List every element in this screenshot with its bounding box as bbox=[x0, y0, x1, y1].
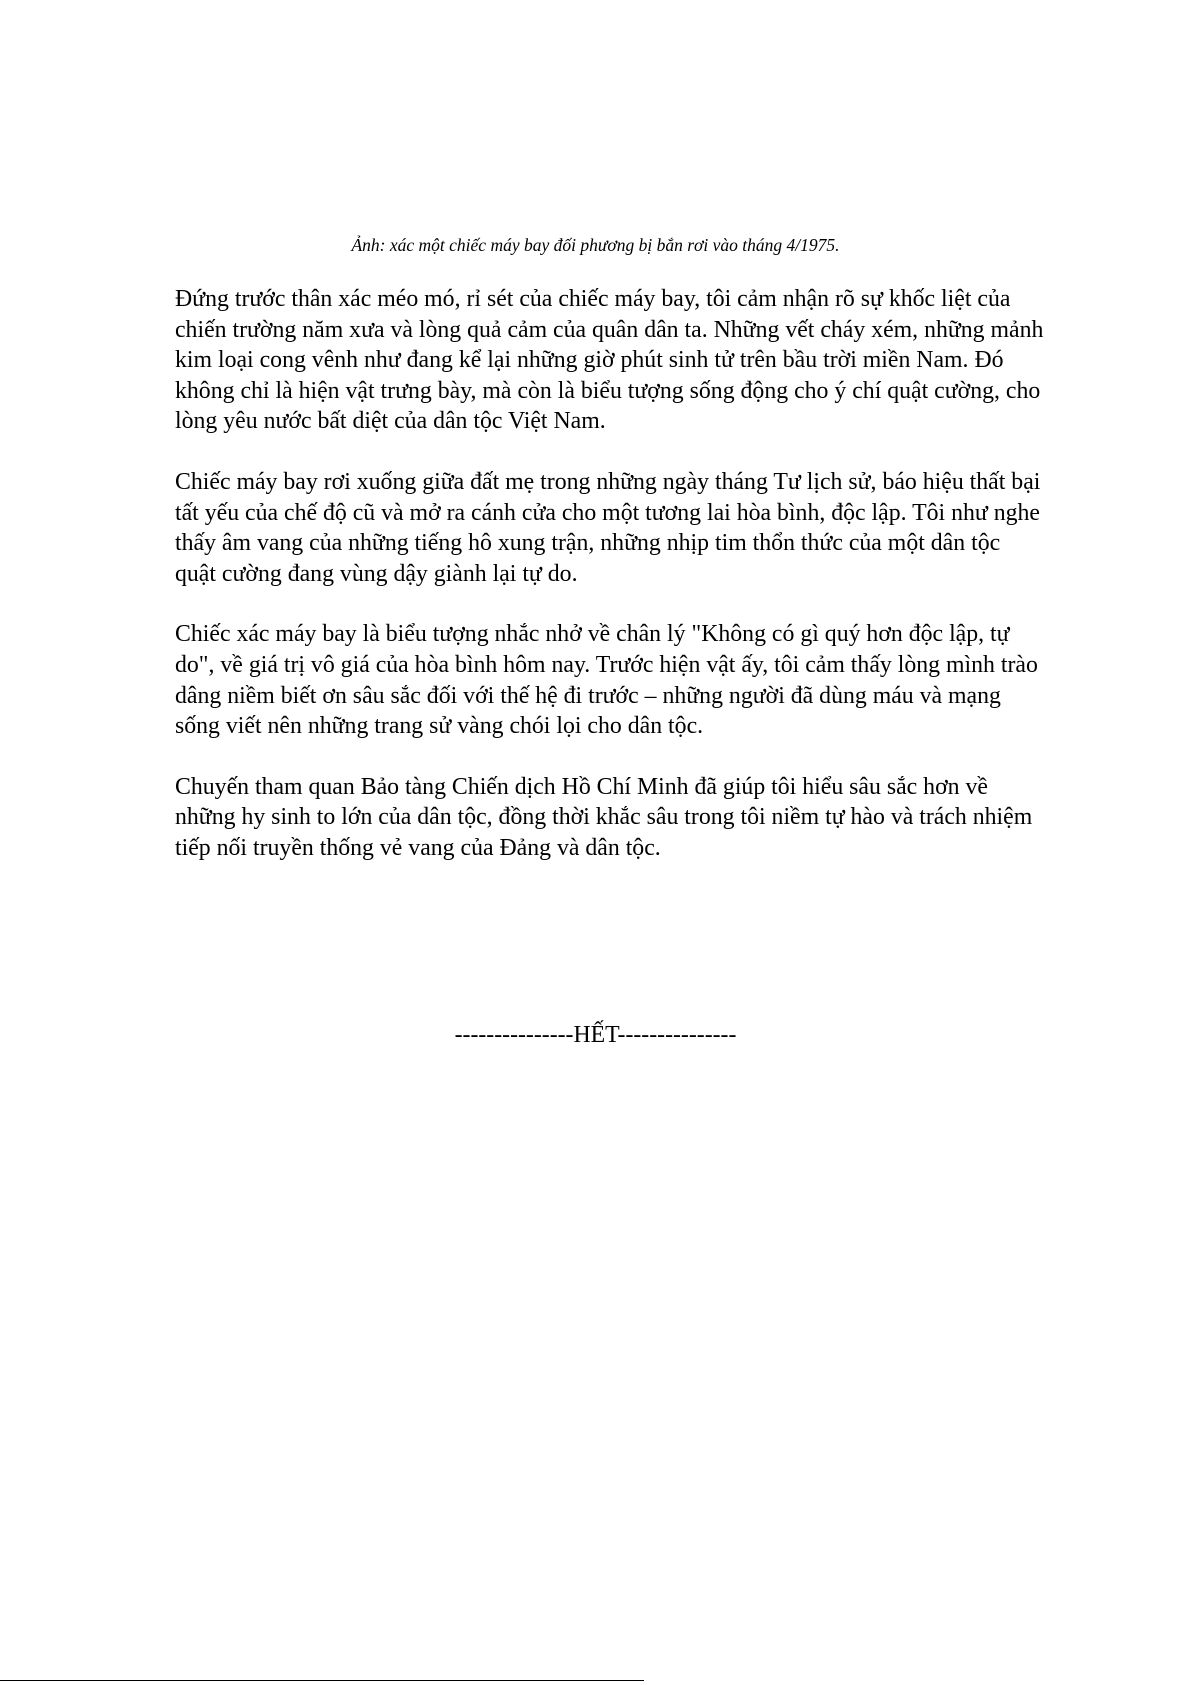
image-caption: Ảnh: xác một chiếc máy bay đối phương bị bắn rơi vào tháng 4/1975. bbox=[351, 235, 840, 255]
paragraph-4: Chuyến tham quan Bảo tàng Chiến dịch Hồ Chí Minh đã giúp tôi hiểu sâu sắc hơn về những hy sinh to lớn của dân tộc, đồng thời khắc sâu trong tôi niềm tự hào và trách nhiệm tiếp nối truyền thống vẻ vang của Đảng và dân tộc. bbox=[175, 773, 1033, 861]
end-marker: ---------------HẾT--------------- bbox=[454, 1022, 737, 1048]
paragraph-2: Chiếc máy bay rơi xuống giữa đất mẹ trong những ngày tháng Tư lịch sử, báo hiệu thất bại tất yếu của chế độ cũ và mở ra cánh cửa cho một tương lai hòa bình, độc lập. Tôi như nghe thấy âm vang của những tiếng hô xung trận, những nhịp tim thổn thức của một dân tộc quật cường đang vùng dậy giành lại tự do. bbox=[175, 468, 1041, 587]
paragraph-3: Chiếc xác máy bay là biểu tượng nhắc nhở về chân lý "Không có gì quý hơn độc lập, tự do", về giá trị vô giá của hòa bình hôm nay. Trước hiện vật ấy, tôi cảm thấy lòng mình trào dâng niềm biết ơn sâu sắc đối với thế hệ đi trước – những người đã dùng máu và mạng sống viết nên những trang sử vàng chói lọi cho dân tộc. bbox=[175, 621, 1038, 740]
footer-divider-segment bbox=[596, 1680, 644, 1681]
paragraph-1: Đứng trước thân xác méo mó, rỉ sét của chiếc máy bay, tôi cảm nhận rõ sự khốc liệt của chiến trường năm xưa và lòng quả cảm của quân dân ta. Những vết cháy xém, những mảnh kim loại cong vênh như đang kể lại những giờ phút sinh tử trên bầu trời miền Nam. Đó không chỉ là hiện vật trưng bày, mà còn là biểu tượng sống động cho ý chí quật cường, cho lòng yêu nước bất diệt của dân tộc Việt Nam. bbox=[175, 286, 1044, 435]
footer-divider bbox=[0, 1680, 640, 1681]
body-text bbox=[175, 284, 1045, 894]
